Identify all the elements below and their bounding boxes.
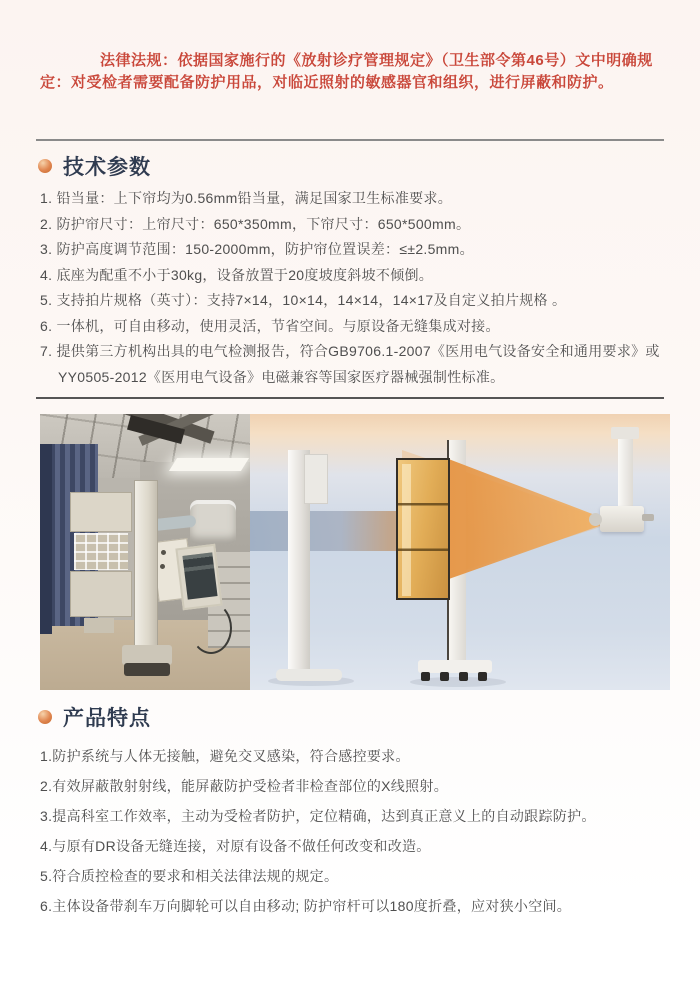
- feature-item: 5.符合质控检查的要求和相关法律法规的规定。: [40, 868, 339, 884]
- orange-bullet-icon: [38, 159, 52, 173]
- xray-cone-beam: [446, 458, 612, 580]
- product-figures: [40, 414, 670, 690]
- cabinet-lattice: [74, 533, 128, 570]
- section-title: 产品特点: [63, 707, 151, 730]
- section-divider: [36, 139, 664, 141]
- cabinet-foot: [84, 618, 114, 633]
- tech-item: 2. 防护帘尺寸：上帘尺寸：650*350mm，下帘尺寸：650*500mm。: [40, 215, 471, 232]
- detector-bracket: [304, 454, 328, 504]
- caster-wheel: [440, 672, 449, 681]
- xray-source-post: [618, 434, 633, 512]
- feature-item: 1.防护系统与人体无接触，避免交叉感染，符合感控要求。: [40, 748, 410, 764]
- collimator-knob: [589, 513, 602, 526]
- legal-notice: 法律法规：依据国家施行的《放射诊疗管理规定》（卫生部令第46号）文中明确规定：对受检者需要配备防护用品，对临近照射的敏感器官和组织，进行屏蔽和防护。: [40, 52, 653, 91]
- tech-item: 7. 提供第三方机构出具的电气检测报告，符合GB9706.1-2007《医用电气设备安全和通用要求》或YY0505-2012《医用电气设备》电磁兼容等国家医疗器械强制性标准。: [40, 343, 660, 385]
- stand-wheels: [124, 663, 170, 676]
- xray-collimator-box: [600, 506, 644, 532]
- caster-wheel: [459, 672, 468, 681]
- xray-source-cap: [611, 427, 639, 439]
- caster-wheel: [478, 672, 487, 681]
- tech-params-header: [38, 151, 151, 181]
- ceiling-light: [169, 458, 249, 471]
- tech-item: 5. 支持拍片规格（英寸）：支持7×14，10×14，14×14，14×17及自定义拍片规格 。: [40, 292, 567, 308]
- tech-item: 1. 铅当量：上下帘均为0.56mm铅当量，满足国家卫生标准要求。: [40, 190, 453, 206]
- cabinet-upper-box: [70, 492, 132, 532]
- console-knob: [160, 564, 165, 569]
- protection-screen-panel: [396, 458, 450, 600]
- caster-wheel: [421, 672, 430, 681]
- curtain-fold: [40, 444, 52, 634]
- console-knob: [161, 550, 166, 555]
- feature-item: 4.与原有DR设备无缝连接，对原有设备不做任何改变和改造。: [40, 838, 431, 854]
- dr-equipment-room-photo: [40, 414, 250, 690]
- section-title: 技术参数: [63, 156, 151, 179]
- cylinder-drum: [190, 500, 236, 544]
- cable-loop: [190, 602, 232, 654]
- feature-item: 6.主体设备带刹车万向脚轮可以自由移动; 防护帘杆可以180度折叠，应对狭小空间。: [40, 898, 572, 914]
- orange-bullet-icon: [38, 710, 52, 724]
- vertical-stand-column: [134, 480, 158, 648]
- stand-base: [122, 645, 172, 665]
- tech-item: 3. 防护高度调节范围：150-2000mm，防护帘位置误差：≤±2.5mm。: [40, 241, 474, 257]
- tech-item: 6. 一体机，可自由移动，使用灵活，节省空间。与原设备无缝集成对接。: [40, 317, 500, 334]
- product-features-list: [40, 741, 670, 921]
- product-features-header: [38, 702, 151, 732]
- feature-item: 2.有效屏蔽散射射线，能屏蔽防护受检者非检查部位的X线照射。: [40, 778, 449, 794]
- monitor-screen: [182, 552, 217, 599]
- tech-item: 4. 底座为配重不小于30kg，设备放置于20度坡度斜坡不倾倒。: [40, 266, 434, 283]
- tech-params-list: [40, 186, 666, 390]
- detector-stand-base: [276, 669, 342, 681]
- section-divider: [36, 397, 664, 399]
- feature-item: 3.提高科室工作效率，主动为受检者防护，定位精确，达到真正意义上的自动跟踪防护。: [40, 808, 596, 824]
- cabinet-lower-box: [70, 571, 132, 617]
- collimator-handle: [642, 514, 654, 521]
- xray-beam-protection-render: [250, 414, 670, 690]
- attenuated-beam: [250, 511, 416, 551]
